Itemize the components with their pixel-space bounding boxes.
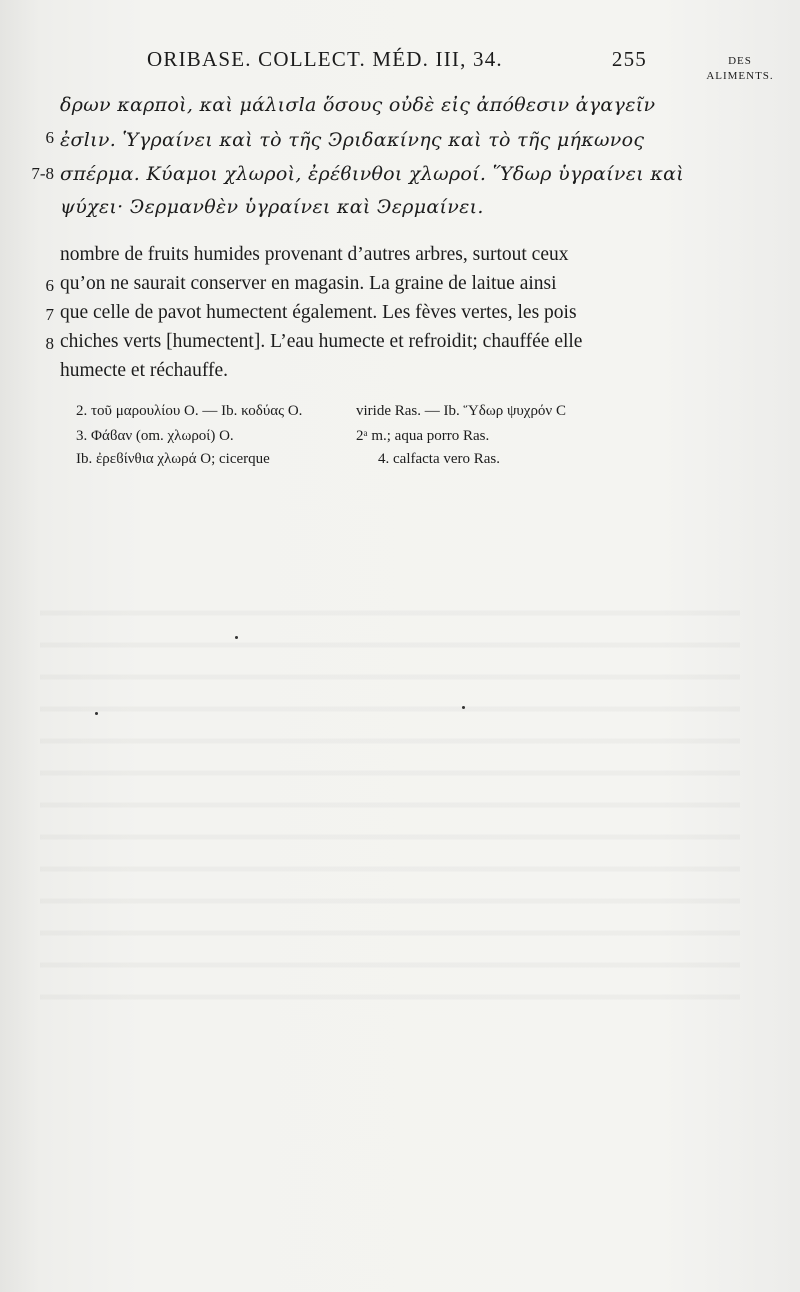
margin-note-line: ALIMENTS. (706, 70, 774, 82)
greek-text-line: ἐσlιν. Ὑγραίνει καὶ τὸ τῆς Ͽριδακίνης καὶ τὸ τῆς μήκωνος (60, 129, 645, 151)
greek-text-line: σπέρμα. Κύαμοι χλωροὶ, ἐρέϐινθοι χλωροί. Ὕδωρ ὑγραίνει καὶ (60, 163, 685, 185)
running-title: ORIBASE. COLLECT. MÉD. III, 34. (147, 47, 503, 71)
line-number: 8 (45, 334, 54, 353)
footnote-line: 4. calfacta vero Ras. (378, 451, 501, 467)
line-number: 7 (45, 305, 54, 324)
margin-note (700, 54, 780, 84)
show-through-text (40, 590, 740, 1010)
french-text-line: humecte et réchauffe. (60, 360, 228, 381)
ink-speck (462, 706, 465, 709)
french-text-line: qu’on ne saurait conserver en magasin. La graine de laitue ainsi (60, 273, 557, 294)
ink-speck (235, 636, 238, 639)
french-text-line: nombre de fruits humides provenant d’autres arbres, surtout ceux (60, 244, 569, 265)
footnote-line: Ib. ἐρεϐίνθια χλωρά O; cicerque (76, 451, 270, 467)
french-text-line: chiches verts [humectent]. L’eau humecte et refroidit; chauffée elle (60, 331, 583, 352)
line-number: 7-8 (31, 164, 54, 183)
french-text-line: que celle de pavot humectent également. Les fèves vertes, les pois (60, 302, 577, 323)
footnote-line: 3. Φάϐαν (om. χλωροί) O. (76, 428, 234, 444)
page-number: 255 (611, 47, 647, 71)
line-number: 6 (45, 276, 54, 295)
margin-note-line: DES (728, 55, 752, 67)
line-number: 6 (45, 128, 54, 147)
greek-text-line: ψύχει· Ͽερμανθὲν ὑγραίνει καὶ Ͽερμαίνει. (60, 196, 484, 218)
footnote-line: 2. τοῦ μαρουλίου O. — Ib. κοδύας O. (76, 403, 303, 419)
footnote-line: viride Ras. — Ib. Ὕδωρ ψυχρόν C (356, 403, 566, 419)
ink-speck (95, 712, 98, 715)
greek-text-line: δρων καρποὶ, καὶ μάλισla ὅσους οὐδὲ εἰς ἀπόθεσιν ἀγαγεῖν (60, 94, 656, 116)
footnote-line: 2ᵃ m.; aqua porro Ras. (356, 428, 490, 444)
